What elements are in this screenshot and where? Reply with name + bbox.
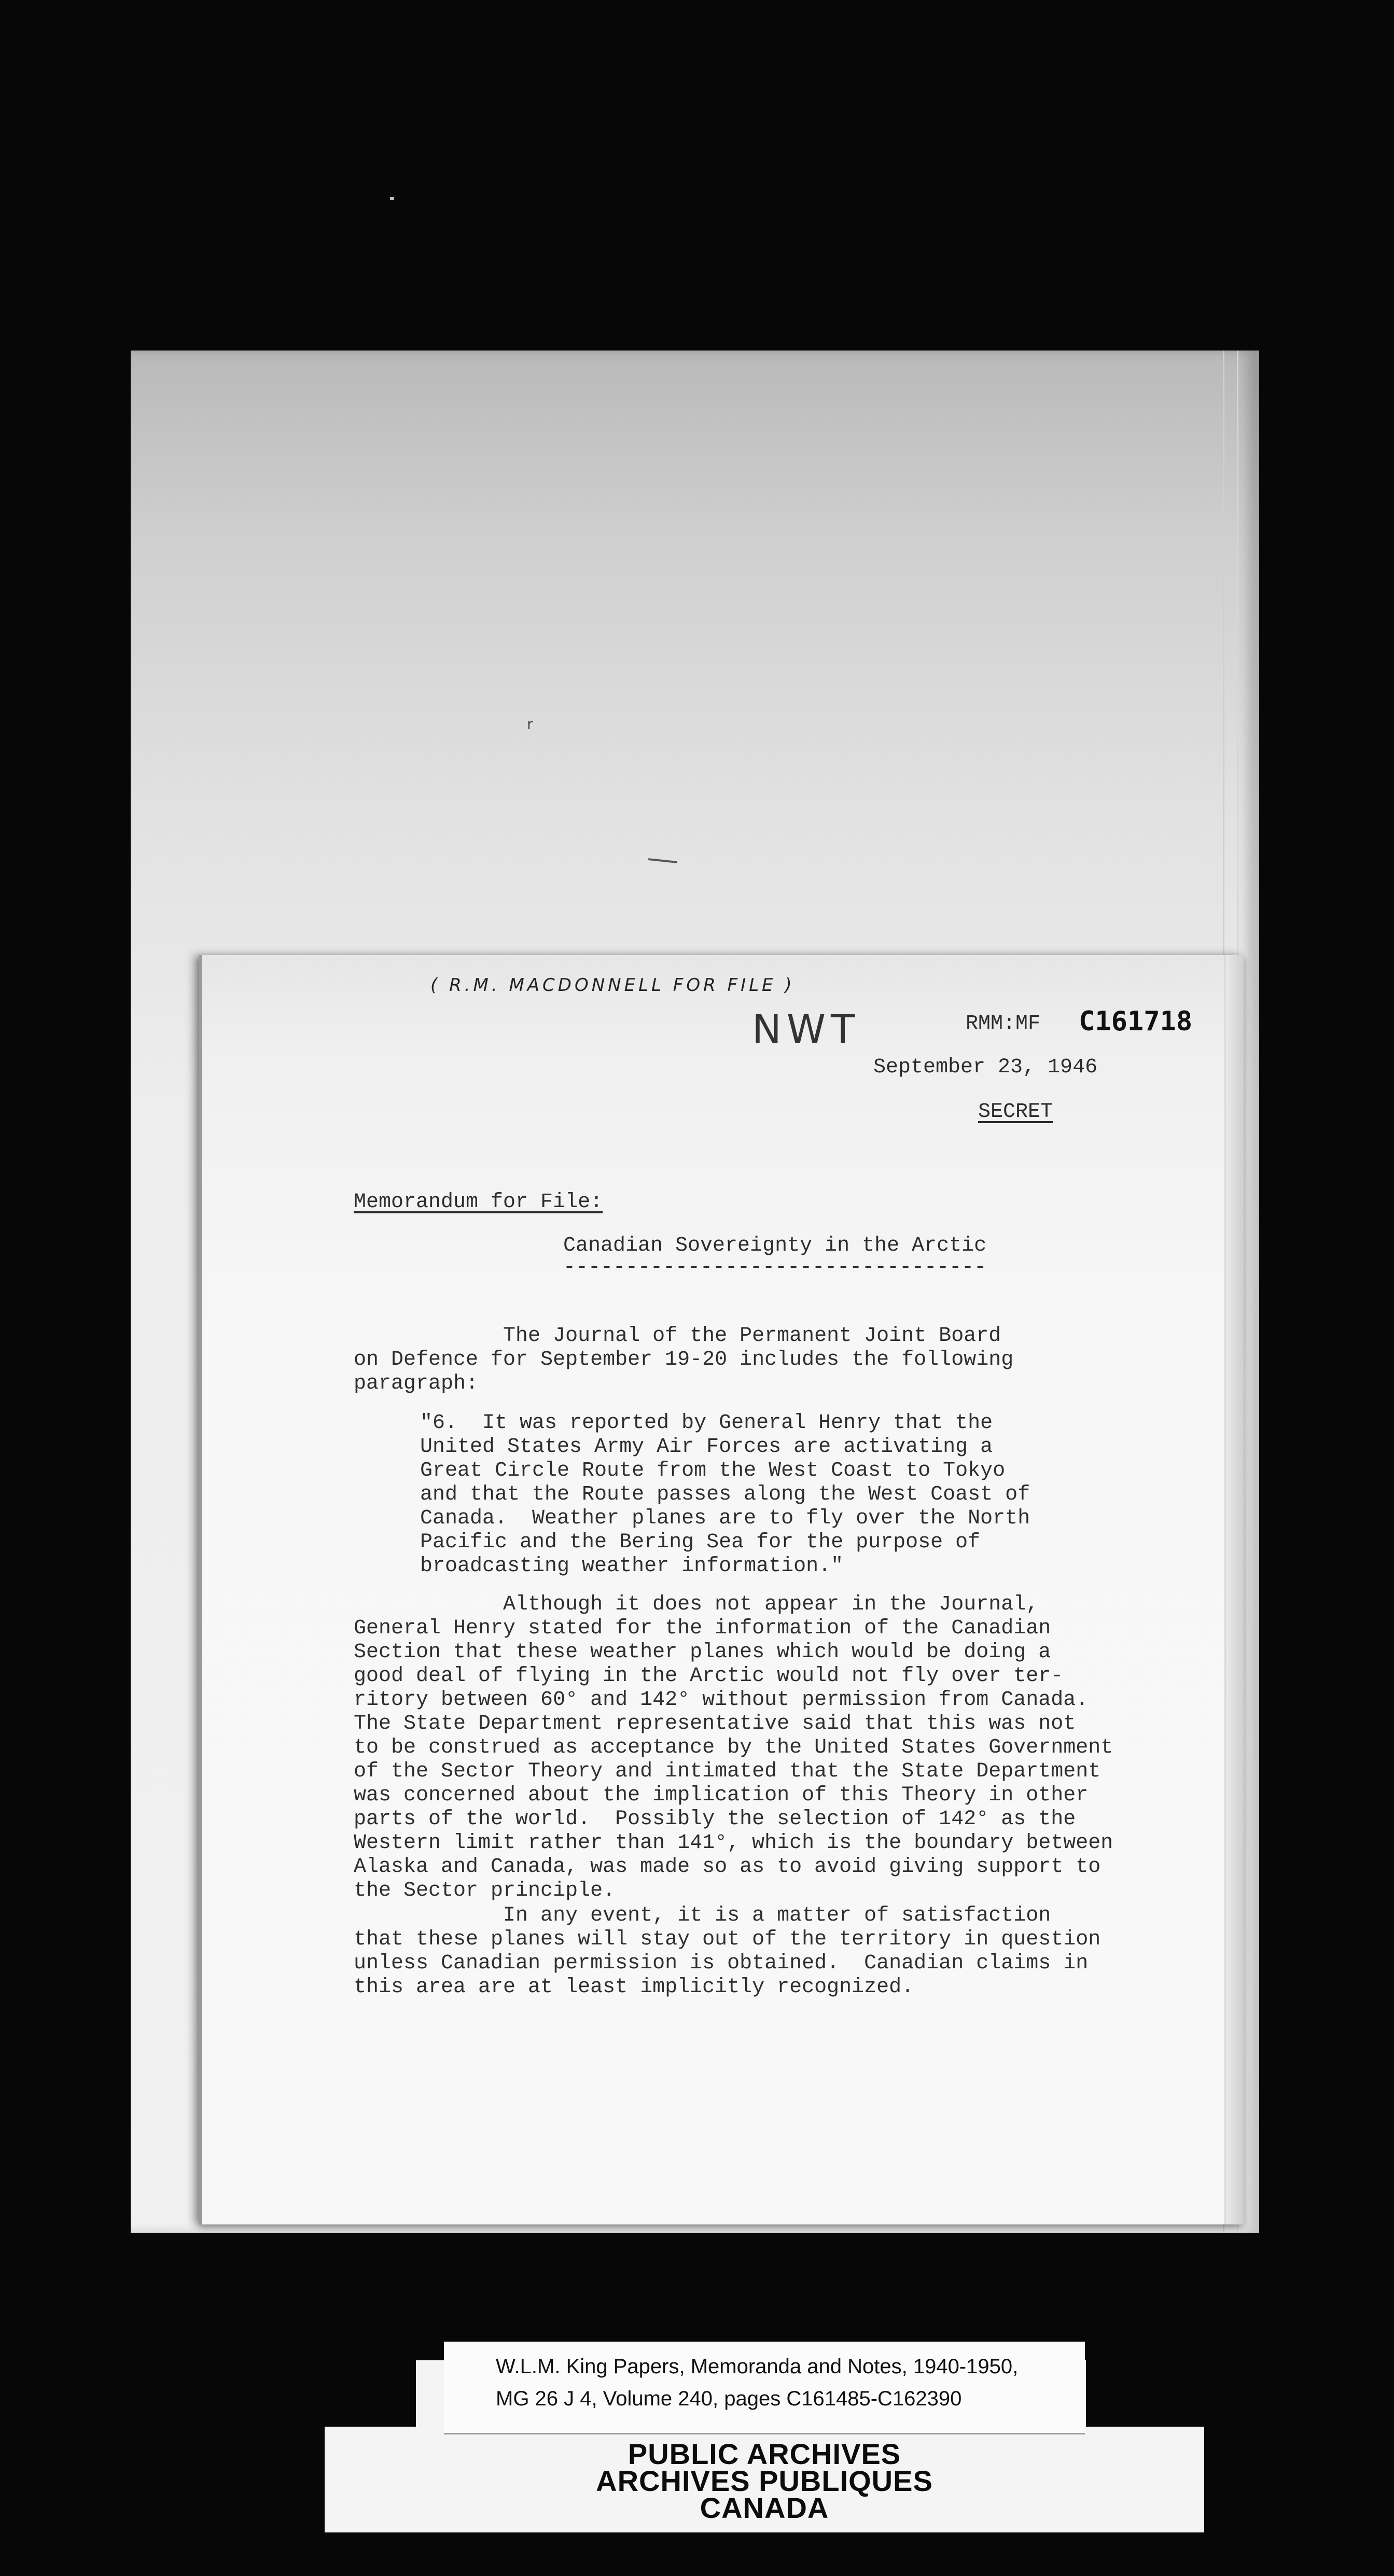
memo-heading: Memorandum for File:	[354, 1191, 603, 1214]
paragraph-1	[354, 1300, 1013, 1396]
text-line: broadcasting weather information."	[420, 1555, 844, 1578]
text-line: Great Circle Route from the West Coast to Tokyo	[420, 1459, 1006, 1482]
text-line: Western limit rather than 141°, which is the boundary between	[354, 1831, 1113, 1855]
paragraph-2	[354, 1569, 1113, 1903]
text-line: was concerned about the implication of this Theory in other	[354, 1784, 1089, 1807]
text-line: United States Army Air Forces are activating a	[420, 1435, 993, 1459]
memo-subject: Canadian Sovereignty in the Arctic	[563, 1234, 987, 1257]
text-line: Canada. Weather planes are to fly over the North	[420, 1507, 1030, 1530]
text-line: good deal of flying in the Arctic would not fly over ter-	[354, 1664, 1064, 1688]
text-line: on Defence for September 19-20 includes the following	[354, 1348, 1014, 1371]
text-line: In any event, it is a matter of satisfaction	[354, 1904, 1051, 1927]
institution-english: PUBLIC ARCHIVES	[628, 2438, 901, 2470]
citation-line-1: W.L.M. King Papers, Memoranda and Notes, 1940-1950,	[496, 2355, 1019, 2378]
text-line: Alaska and Canada, was made so as to avoid giving support to	[354, 1855, 1101, 1879]
text-line: this area are at least implicitly recognized.	[354, 1976, 914, 1999]
text-line: Section that these weather planes which would be doing a	[354, 1641, 1051, 1664]
text-line: General Henry stated for the information of the Canadian	[354, 1617, 1051, 1640]
text-line: ritory between 60° and 142° without permission from Canada.	[354, 1688, 1089, 1712]
text-line: Pacific and the Bering Sea for the purpose of	[420, 1531, 981, 1554]
text-line: and that the Route passes along the West Coast of	[420, 1483, 1030, 1506]
text-line: parts of the world. Possibly the selection of 142° as the	[354, 1808, 1076, 1831]
citation-slip	[444, 2342, 1085, 2434]
text-line: the Sector principle.	[354, 1879, 616, 1902]
dust-speck	[390, 197, 394, 200]
text-line: paragraph:	[354, 1372, 479, 1395]
text-line: that these planes will stay out of the territory in question	[354, 1928, 1101, 1951]
text-line: The Journal of the Permanent Joint Board	[354, 1324, 1001, 1348]
journal-quote	[420, 1388, 1030, 1578]
handwritten-note: ( R.M. MACDONNELL FOR FILE )	[430, 975, 795, 996]
page-number-stamp: C161718	[1079, 1006, 1193, 1037]
subject-rule: ----------------------------------	[563, 1256, 987, 1279]
institution-french: ARCHIVES PUBLIQUES	[596, 2465, 933, 2497]
text-line: Although it does not appear in the Journal,	[354, 1593, 1039, 1616]
text-line: unless Canadian permission is obtained. Canadian claims in	[354, 1952, 1089, 1975]
classification: SECRET	[978, 1100, 1053, 1124]
text-line: The State Department representative said that this was not	[354, 1712, 1076, 1735]
memo-date: September 23, 1946	[873, 1056, 1098, 1079]
stray-mark: r	[527, 716, 533, 733]
sheet-edge	[1224, 955, 1244, 2224]
label-notch	[1086, 2360, 1204, 2427]
text-line: "6. It was reported by General Henry that the	[420, 1411, 993, 1435]
institution-country: CANADA	[700, 2491, 829, 2524]
handwritten-code: NWT	[752, 1006, 860, 1052]
text-line: to be construed as acceptance by the United States Government	[354, 1736, 1113, 1759]
text-line: of the Sector Theory and intimated that the State Department	[354, 1760, 1101, 1783]
citation-line-2: MG 26 J 4, Volume 240, pages C161485-C162390	[496, 2387, 962, 2410]
paragraph-3	[354, 1880, 1100, 1999]
label-notch	[325, 2360, 416, 2427]
reference-code: RMM:MF	[966, 1012, 1041, 1035]
